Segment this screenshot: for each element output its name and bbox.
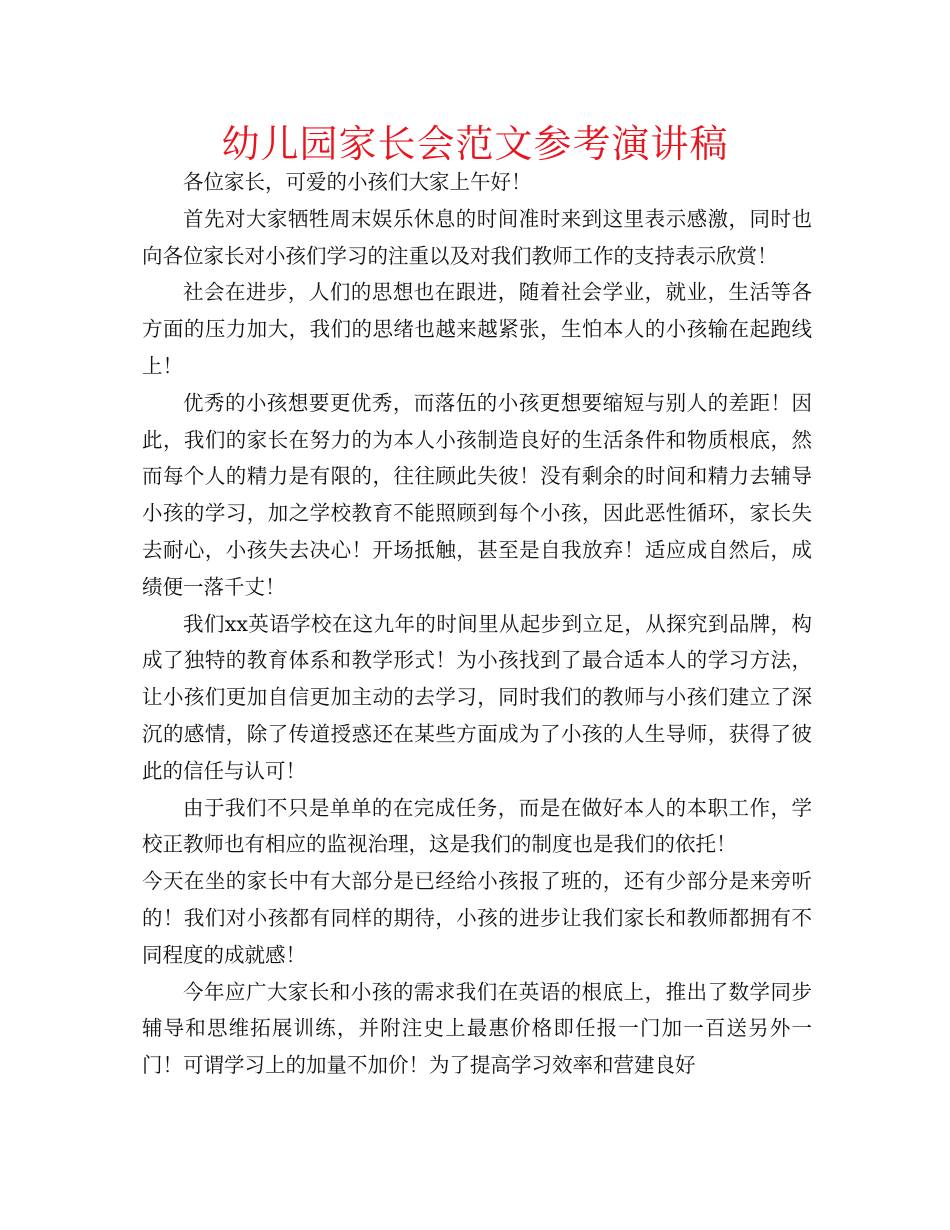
paragraph: 由于我们不只是单单的在完成任务，而是在做好本人的本职工作，学校正教师也有相应的监视治理，这是我们的制度也是我们的依托！: [142, 795, 812, 857]
paragraph: 今年应广大家长和小孩的需求我们在英语的根底上，推出了数学同步辅导和思维拓展训练，并附注史上最惠价格即任报一门加一百送另外一门！可谓学习上的加量不加价！为了提高学习效率和营建良好: [142, 979, 812, 1078]
document-body: [142, 164, 812, 1084]
paragraph-greeting: 各位家长，可爱的小孩们大家上午好！: [183, 170, 532, 194]
document-title: 幼儿园家长会范文参考演讲稿: [221, 122, 729, 166]
paragraph: 今天在坐的家长中有大部分是已经给小孩报了班的，还有少部分是来旁听的！我们对小孩都有同样的期待，小孩的进步让我们家长和教师都拥有不同程度的成就感！: [142, 869, 812, 967]
paragraph: 优秀的小孩想要更优秀，而落伍的小孩更想要缩短与别人的差距！因此，我们的家长在努力的为本人小孩制造良好的生活条件和物质根底，然而每个人的精力是有限的，往往顾此失彼！没有剩余的时间和精力去辅导小孩的学习，加之学校教育不能照顾到每个小孩，因此恶性循环，家长失去耐心，小孩失去决心！开场抵触，甚至是自我放弃！适应成自然后，成绩便一落千丈！: [142, 390, 812, 599]
paragraph: 首先对大家牺牲周末娱乐休息的时间准时来到这里表示感激，同时也向各位家长对小孩们学习的注重以及对我们教师工作的支持表示欣赏！: [142, 206, 812, 268]
paragraph: 社会在进步，人们的思想也在跟进，随着社会学业，就业，生活等各方面的压力加大，我们的思绪也越来越紧张，生怕本人的小孩输在起跑线上！: [142, 280, 812, 378]
paragraph: 我们xx英语学校在这九年的时间里从起步到立足，从探究到品牌，构成了独特的教育体系和教学形式！为小孩找到了最合适本人的学习方法，让小孩们更加自信更加主动的去学习，同时我们的教师与小孩们建立了深沉的感情，除了传道授惑还在某些方面成为了小孩的人生导师，获得了彼此的信任与认可！: [142, 611, 812, 783]
